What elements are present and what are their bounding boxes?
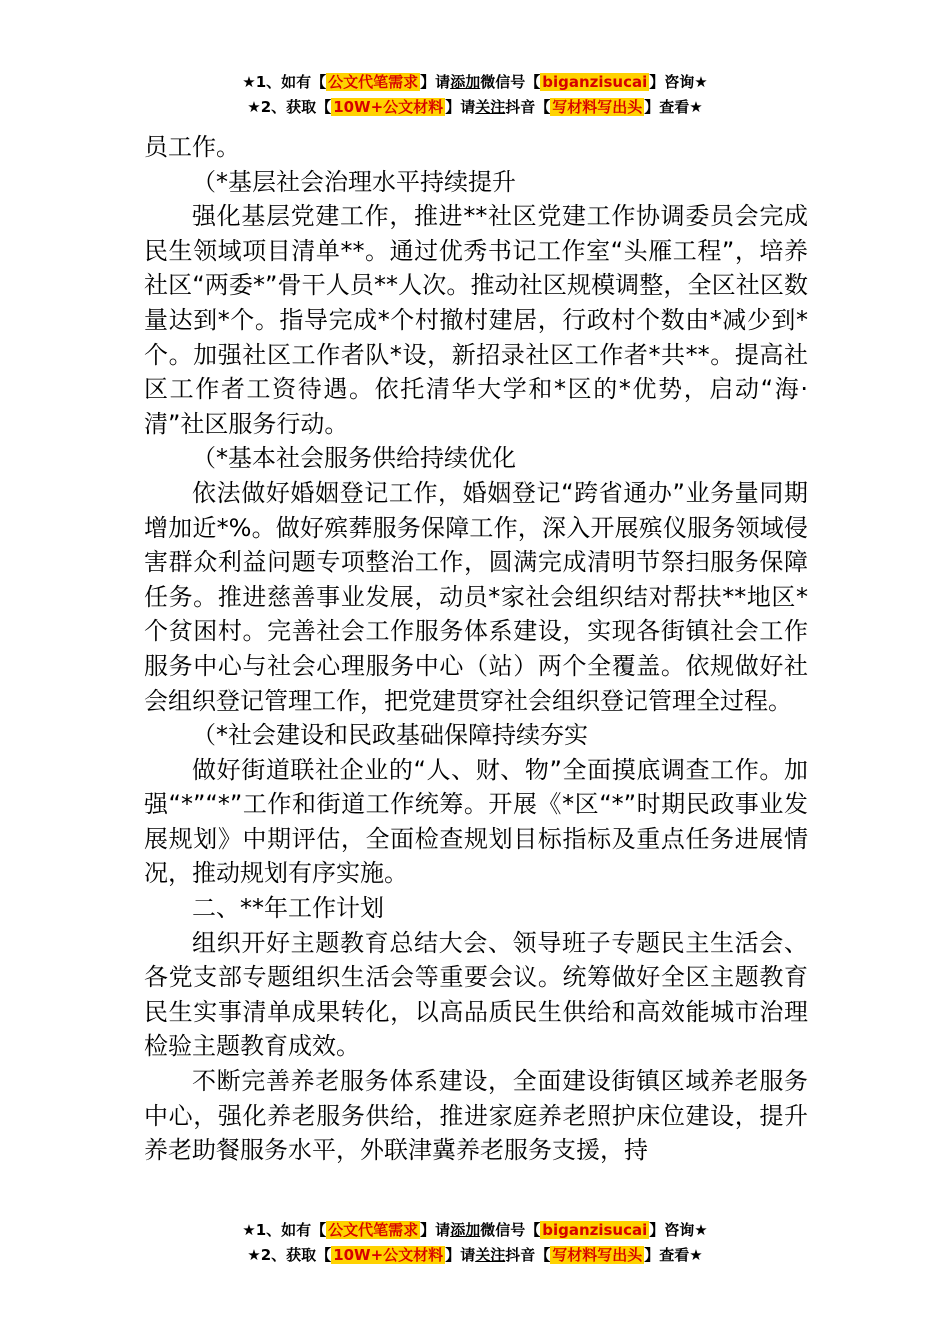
- banner-line-2: [0, 95, 950, 120]
- banner-text: ★1、如有【: [242, 73, 327, 91]
- banner-text: ★2、获取【: [247, 1246, 332, 1264]
- banner-highlight: 写材料写出头: [552, 98, 643, 116]
- banner-text: 】请: [420, 1221, 451, 1239]
- section-heading: （*基层社会治理水平持续提升: [192, 167, 516, 196]
- banner-text: ★1、如有【: [242, 1221, 327, 1239]
- paragraph: 不断完善养老服务体系建设，全面建设街镇区域养老服务中心，强化养老服务供给，推进家庭养老照护床位建设，提升养老助餐服务水平，外联津冀养老服务支援，持: [144, 1067, 808, 1165]
- banner-text: ★2、获取【: [247, 98, 332, 116]
- banner-highlight: 10W+公文材料: [333, 1246, 444, 1264]
- document-body: [144, 130, 808, 1168]
- banner-underlined-text: 关注: [475, 98, 506, 116]
- banner-text: 微信号【: [480, 1221, 541, 1239]
- banner-highlight: 公文代笔需求: [328, 73, 419, 91]
- banner-text: 】请: [420, 73, 451, 91]
- header-banner: [0, 70, 950, 120]
- banner-text: 抖音【: [505, 98, 551, 116]
- banner-line-1: [0, 70, 950, 95]
- section-heading: （*社会建设和民政基础保障持续夯实: [192, 721, 588, 750]
- banner-underlined-text: 添加: [450, 73, 481, 91]
- banner-underlined-text: 添加: [450, 1221, 481, 1239]
- banner-text: 】请: [445, 1246, 476, 1264]
- banner-highlight: biganzisucai: [542, 73, 648, 91]
- banner-text: 】查看★: [644, 1246, 703, 1264]
- banner-line-1: [0, 1218, 950, 1243]
- banner-highlight: 10W+公文材料: [333, 98, 444, 116]
- section-heading: 二、**年工作计划: [192, 894, 384, 923]
- banner-text: 】请: [445, 98, 476, 116]
- banner-line-2: [0, 1243, 950, 1268]
- banner-text: 】咨询★: [649, 73, 708, 91]
- banner-highlight: 写材料写出头: [552, 1246, 643, 1264]
- section-heading: （*基本社会服务供给持续优化: [192, 444, 516, 473]
- banner-highlight: 公文代笔需求: [328, 1221, 419, 1239]
- paragraph: 强化基层党建工作，推进**社区党建工作协调委员会完成民生领域项目清单**。通过优秀书记工作室“头雁工程”，培养社区“两委*”骨干人员**人次。推动社区规模调整，全区社区数量达到*个。指导完成*个村撤村建居，行政村个数由*减少到*个。加强社区工作者队*设，新招录社区工作者*共**。提高社区工作者工资待遇。依托清华大学和*区的*优势，启动“海·清”社区服务行动。: [144, 202, 808, 438]
- paragraph: 依法做好婚姻登记工作，婚姻登记“跨省通办”业务量同期增加近*%。做好殡葬服务保障工作，深入开展殡仪服务领域侵害群众利益问题专项整治工作，圆满完成清明节祭扫服务保障任务。推进慈善事业发展，动员*家社会组织结对帮扶**地区*个贫困村。完善社会工作服务体系建设，实现各街镇社会工作服务中心与社会心理服务中心（站）两个全覆盖。依规做好社会组织登记管理工作，把党建贯穿社会组织登记管理全过程。: [144, 478, 808, 715]
- banner-text: 】查看★: [644, 98, 703, 116]
- footer-banner: [0, 1218, 950, 1268]
- banner-highlight: biganzisucai: [542, 1221, 648, 1239]
- banner-underlined-text: 关注: [475, 1246, 506, 1264]
- paragraph: 员工作。: [144, 133, 240, 161]
- banner-text: 】咨询★: [649, 1221, 708, 1239]
- paragraph: 组织开好主题教育总结大会、领导班子专题民主生活会、各党支部专题组织生活会等重要会议。统筹做好全区主题教育民生实事清单成果转化，以高品质民生供给和高效能城市治理检验主题教育成效。: [144, 928, 808, 1061]
- banner-text: 微信号【: [480, 73, 541, 91]
- banner-text: 抖音【: [505, 1246, 551, 1264]
- paragraph: 做好街道联社企业的“人、财、物”全面摸底调查工作。加强“*”“*”工作和街道工作统筹。开展《*区“*”时期民政事业发展规划》中期评估，全面检查规划目标指标及重点任务进展情况，推动规划有序实施。: [144, 755, 808, 888]
